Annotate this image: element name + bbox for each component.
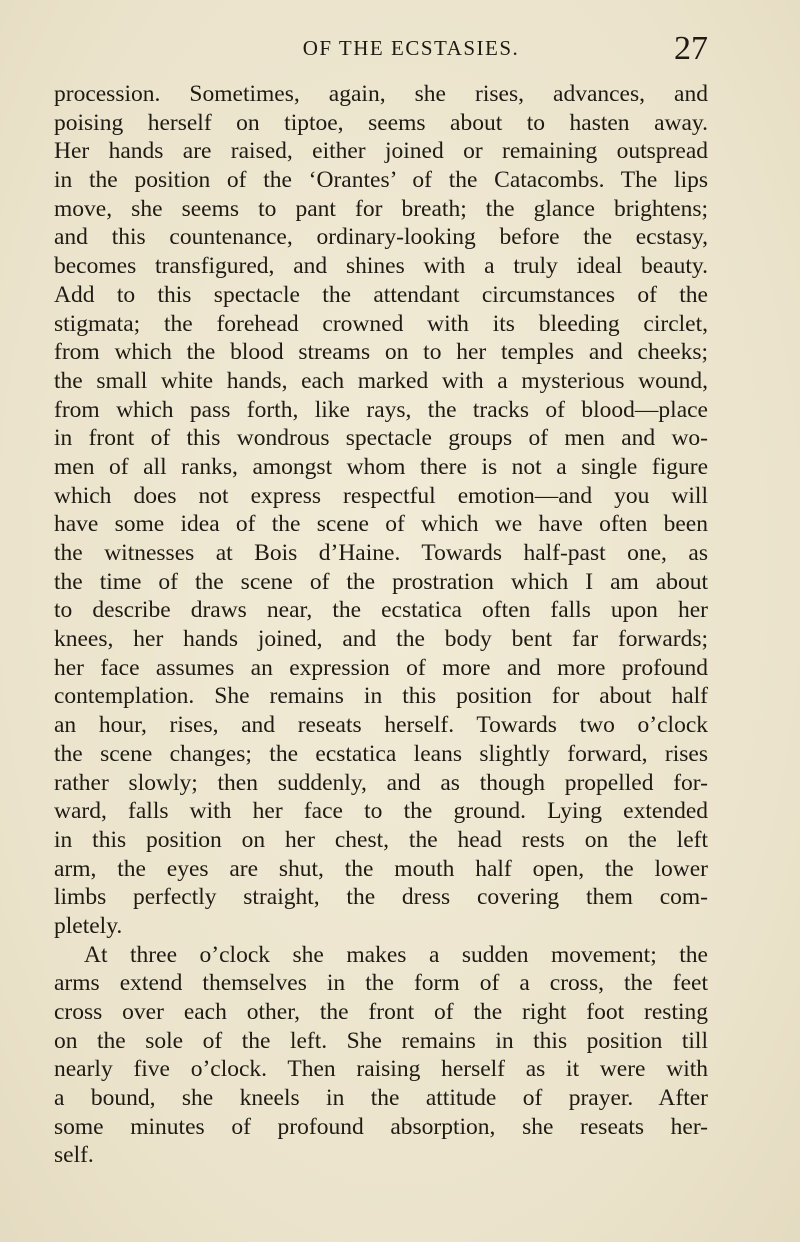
text-line: to describe draws near, the ecstatica often falls upon her: [54, 597, 708, 624]
text-line: arms extend themselves in the form of a cross, the feet: [54, 970, 708, 997]
text-line: poising herself on tiptoe, seems about to hasten away.: [54, 109, 708, 136]
text-line: move, she seems to pant for breath; the glance brightens;: [54, 195, 708, 222]
text-line: rather slowly; then suddenly, and as though propelled for-: [54, 769, 708, 796]
text-line: from which pass forth, like rays, the tracks of blood—place: [54, 396, 708, 423]
text-line: stigmata; the forehead crowned with its bleeding circlet,: [54, 310, 708, 337]
text-line: nearly five o’clock. Then raising herself as it were with: [54, 1056, 708, 1083]
text-line: Her hands are raised, either joined or remaining outspread: [54, 138, 708, 165]
text-line: contemplation. She remains in this position for about half: [54, 683, 708, 710]
text-line: her face assumes an expression of more and more profound: [54, 654, 708, 681]
text-line: ward, falls with her face to the ground. Lying extended: [54, 798, 708, 825]
page-number: 27: [674, 30, 708, 67]
text-line: becomes transfigured, and shines with a truly ideal beauty.: [54, 253, 708, 280]
text-line: the small white hands, each marked with a mysterious wound,: [54, 367, 708, 394]
text-line: self.: [54, 1142, 94, 1169]
text-line: on the sole of the left. She remains in this position till: [54, 1027, 708, 1054]
text-line: At three o’clock she makes a sudden movement; the: [84, 941, 708, 968]
running-head: OF THE ECSTASIES.: [302, 36, 520, 60]
text-line: pletely.: [54, 912, 123, 939]
text-line: the witnesses at Bois d’Haine. Towards half-past one, as: [54, 540, 708, 566]
text-line: which does not express respectful emotion—and you will: [54, 482, 708, 509]
text-line: cross over each other, the front of the right foot resting: [54, 999, 708, 1025]
page-header: [54, 30, 708, 70]
text-line: a bound, she kneels in the attitude of prayer. After: [54, 1085, 708, 1112]
text-line: knees, her hands joined, and the body bent far forwards;: [54, 626, 708, 653]
text-line: the time of the scene of the prostration which I am about: [54, 568, 708, 595]
text-line: the scene changes; the ecstatica leans slightly forward, rises: [54, 740, 708, 767]
text-line: an hour, rises, and reseats herself. Towards two o’clock: [54, 712, 708, 739]
text-line: men of all ranks, amongst whom there is not a single figure: [54, 453, 708, 480]
text-line: arm, the eyes are shut, the mouth half open, the lower: [54, 855, 708, 882]
body-text: [54, 80, 708, 1170]
text-line: limbs perfectly straight, the dress covering them com-: [54, 884, 708, 911]
text-line: procession. Sometimes, again, she rises, advances, and: [54, 81, 708, 107]
text-line: from which the blood streams on to her temples and cheeks;: [54, 339, 708, 366]
text-line: have some idea of the scene of which we have often been: [54, 511, 708, 538]
text-line: some minutes of profound absorption, she reseats her-: [54, 1113, 708, 1140]
text-line: in this position on her chest, the head rests on the left: [54, 826, 708, 853]
text-line: Add to this spectacle the attendant circumstances of the: [54, 281, 708, 308]
text-line: in the position of the ‘Orantes’ of the Catacombs. The lips: [54, 167, 708, 194]
text-line: and this countenance, ordinary-looking before the ecstasy,: [54, 224, 708, 251]
text-line: in front of this wondrous spectacle groups of men and wo-: [54, 425, 708, 452]
